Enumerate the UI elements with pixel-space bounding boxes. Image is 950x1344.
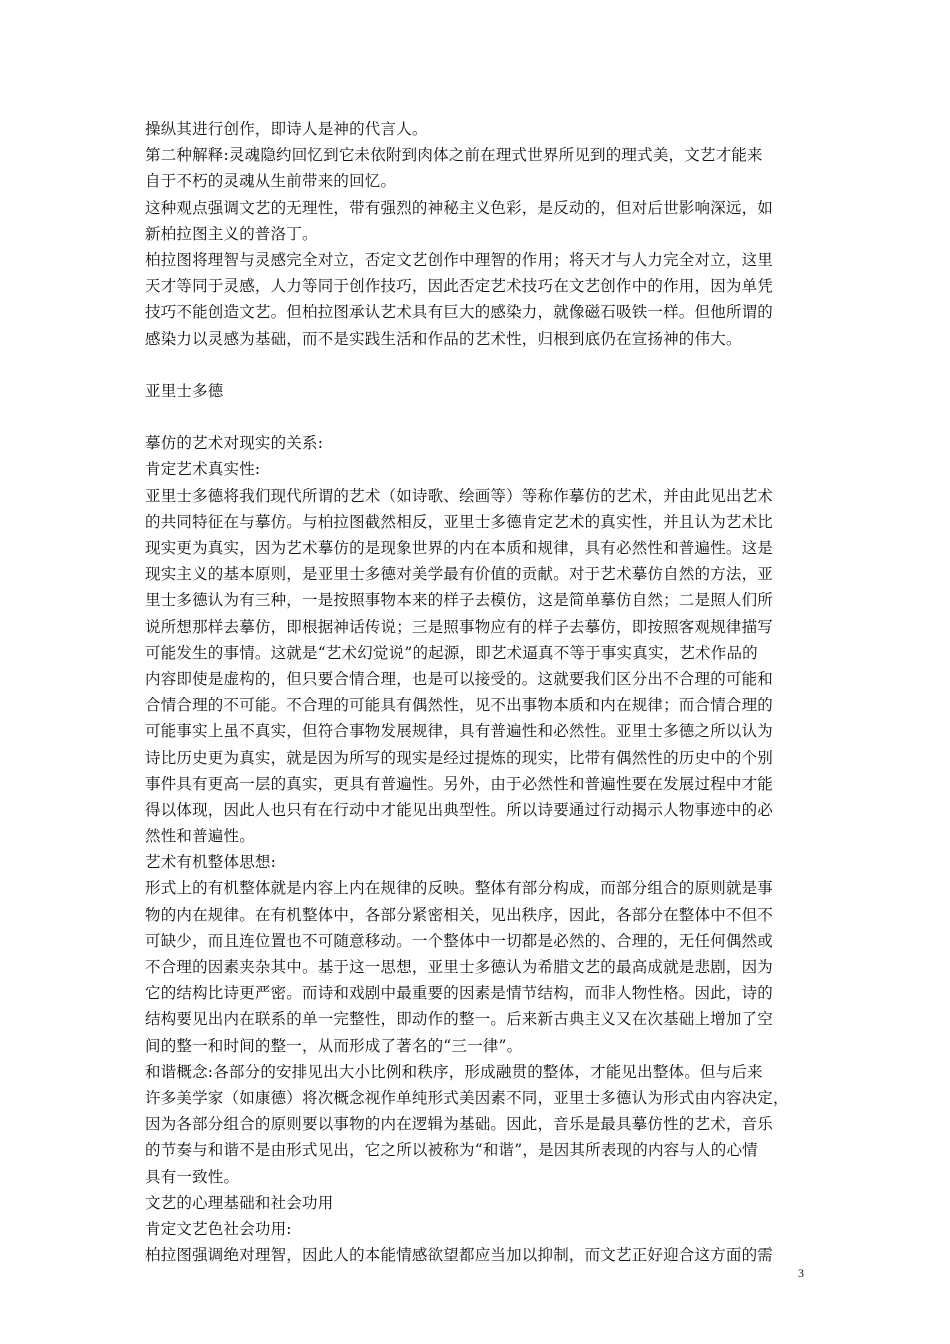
blank-line: [145, 352, 845, 378]
text-line: 操纵其进行创作，即诗人是神的代言人。: [145, 120, 428, 138]
text-line: 结构要见出内在联系的单一完整性，即动作的整一。后来新古典主义又在次基础上增加了空: [145, 1010, 774, 1029]
page-number: 3: [798, 1266, 804, 1280]
text-line: 亚里士多德: [145, 381, 224, 400]
text-line: 说所想那样去摹仿，即根据神话传说；三是照事物应有的样子去摹仿，即按照客观规律描写: [145, 617, 774, 636]
text-line: 文艺的心理基础和社会功用: [145, 1193, 334, 1212]
text-line: 间的整一和时间的整一，从而形成了著名的“三一律”。: [145, 1036, 523, 1055]
text-line: 形式上的有机整体就是内容上内在规律的反映。整体有部分构成，而部分组合的原则就是事: [145, 879, 774, 898]
text-line: 技巧不能创造文艺。但柏拉图承认艺术具有巨大的感染力，就像磁石吸铁一样。但他所谓的: [145, 303, 774, 322]
text-line: 第二种解释:灵魂隐约回忆到它未依附到肉体之前在理式世界所见到的理式美，文艺才能来: [145, 146, 763, 165]
text-line: 感染力以灵感为基础，而不是实践生活和作品的艺术性，归根到底仍在宣扬神的伟大。: [145, 329, 742, 348]
text-line: 不合理的因素夹杂其中。基于这一思想，亚里士多德认为希腊文艺的最高成就是悲剧，因为: [145, 958, 774, 976]
text-line: 肯定文艺色社会功用:: [145, 1219, 292, 1238]
text-line: 得以体现，因此人也只有在行动中才能见出典型性。所以诗要通过行动揭示人物事迹中的必: [145, 800, 774, 819]
text-line: 然性和普遍性。: [145, 827, 255, 846]
text-line: 里士多德认为有三种，一是按照事物本来的样子去模仿，这是简单摹仿自然；二是照人们所: [145, 591, 774, 610]
text-line: 具有一致性。: [145, 1167, 240, 1186]
text-line: 新柏拉图主义的普洛丁。: [145, 224, 318, 243]
text-line: 艺术有机整体思想:: [145, 853, 277, 872]
text-line: 这种观点强调文艺的无理性，带有强烈的神秘主义色彩，是反动的，但对后世影响深远，如: [145, 198, 774, 217]
text-line: 现实主义的基本原则，是亚里士多德对美学最有价值的贡献。对于艺术摹仿自然的方法，亚: [145, 565, 774, 584]
text-line: 可能发生的事情。这就是“艺术幻觉说”的起源，即艺术逼真不等于事实真实，艺术作品的: [145, 643, 758, 662]
text-line: 内容即使是虚构的，但只要合情合理，也是可以接受的。这就要我们区分出不合理的可能和: [145, 669, 774, 688]
text-line: 可缺少，而且连位置也不可随意移动。一个整体中一切都是必然的、合理的，无任何偶然或: [145, 931, 774, 950]
text-line: 可能事实上虽不真实，但符合事物发展规律，具有普遍性和必然性。亚里士多德之所以认为: [145, 722, 774, 741]
text-line: 摹仿的艺术对现实的关系:: [145, 434, 324, 453]
text-line: 柏拉图将理智与灵感完全对立，否定文艺创作中理智的作用；将天才与人力完全对立，这里: [145, 250, 774, 269]
text-line: 它的结构比诗更严密。而诗和戏剧中最重要的因素是情节结构，而非人物性格。因此，诗的: [145, 984, 774, 1003]
blank-line: [145, 404, 845, 430]
text-line: 的共同特征在与摹仿。与柏拉图截然相反，亚里士多德肯定艺术的真实性，并且认为艺术比: [145, 512, 774, 531]
text-line: 事件具有更高一层的真实，更具有普遍性。另外，由于必然性和普遍性要在发展过程中才能: [145, 774, 774, 793]
text-line: 诗比历史更为真实，就是因为所写的现实是经过提炼的现实，比带有偶然性的历史中的个别: [145, 748, 774, 767]
text-line: 因为各部分组合的原则要以事物的内在逻辑为基础。因此，音乐是最具摹仿性的艺术，音乐: [145, 1115, 774, 1134]
text-line: 柏拉图强调绝对理智，因此人的本能情感欲望都应当加以抑制，而文艺正好迎合这方面的需: [145, 1246, 774, 1265]
text-line: 现实更为真实，因为艺术摹仿的是现象世界的内在本质和规律，具有必然性和普遍性。这是: [145, 539, 774, 557]
text-line: 天才等同于灵感，人力等同于创作技巧，因此否定艺术技巧在文艺创作中的作用，因为单凭: [145, 277, 774, 296]
text-line: 合情合理的不可能。不合理的可能具有偶然性，见不出事物本质和内在规律；而合情合理的: [145, 696, 774, 715]
document-body: [145, 116, 845, 1268]
text-line: 物的内在规律。在有机整体中，各部分紧密相关，见出秩序，因此，各部分在整体中不但不: [145, 905, 774, 924]
text-line: 亚里士多德将我们现代所谓的艺术（如诗歌、绘画等）等称作摹仿的艺术，并由此见出艺术: [145, 486, 774, 505]
text-line: 和谐概念:各部分的安排见出大小比例和秩序，形成融贯的整体，才能见出整体。但与后来: [145, 1062, 763, 1081]
text-line: 肯定艺术真实性:: [145, 460, 261, 479]
text-line: 的节奏与和谐不是由形式见出，它之所以被称为“和谐”，是因其所表现的内容与人的心情: [145, 1141, 758, 1160]
text-line: 许多美学家（如康德）将次概念视作单纯形式美因素不同，亚里士多德认为形式由内容决定，: [145, 1088, 789, 1107]
text-line: 自于不朽的灵魂从生前带来的回忆。: [145, 172, 397, 191]
